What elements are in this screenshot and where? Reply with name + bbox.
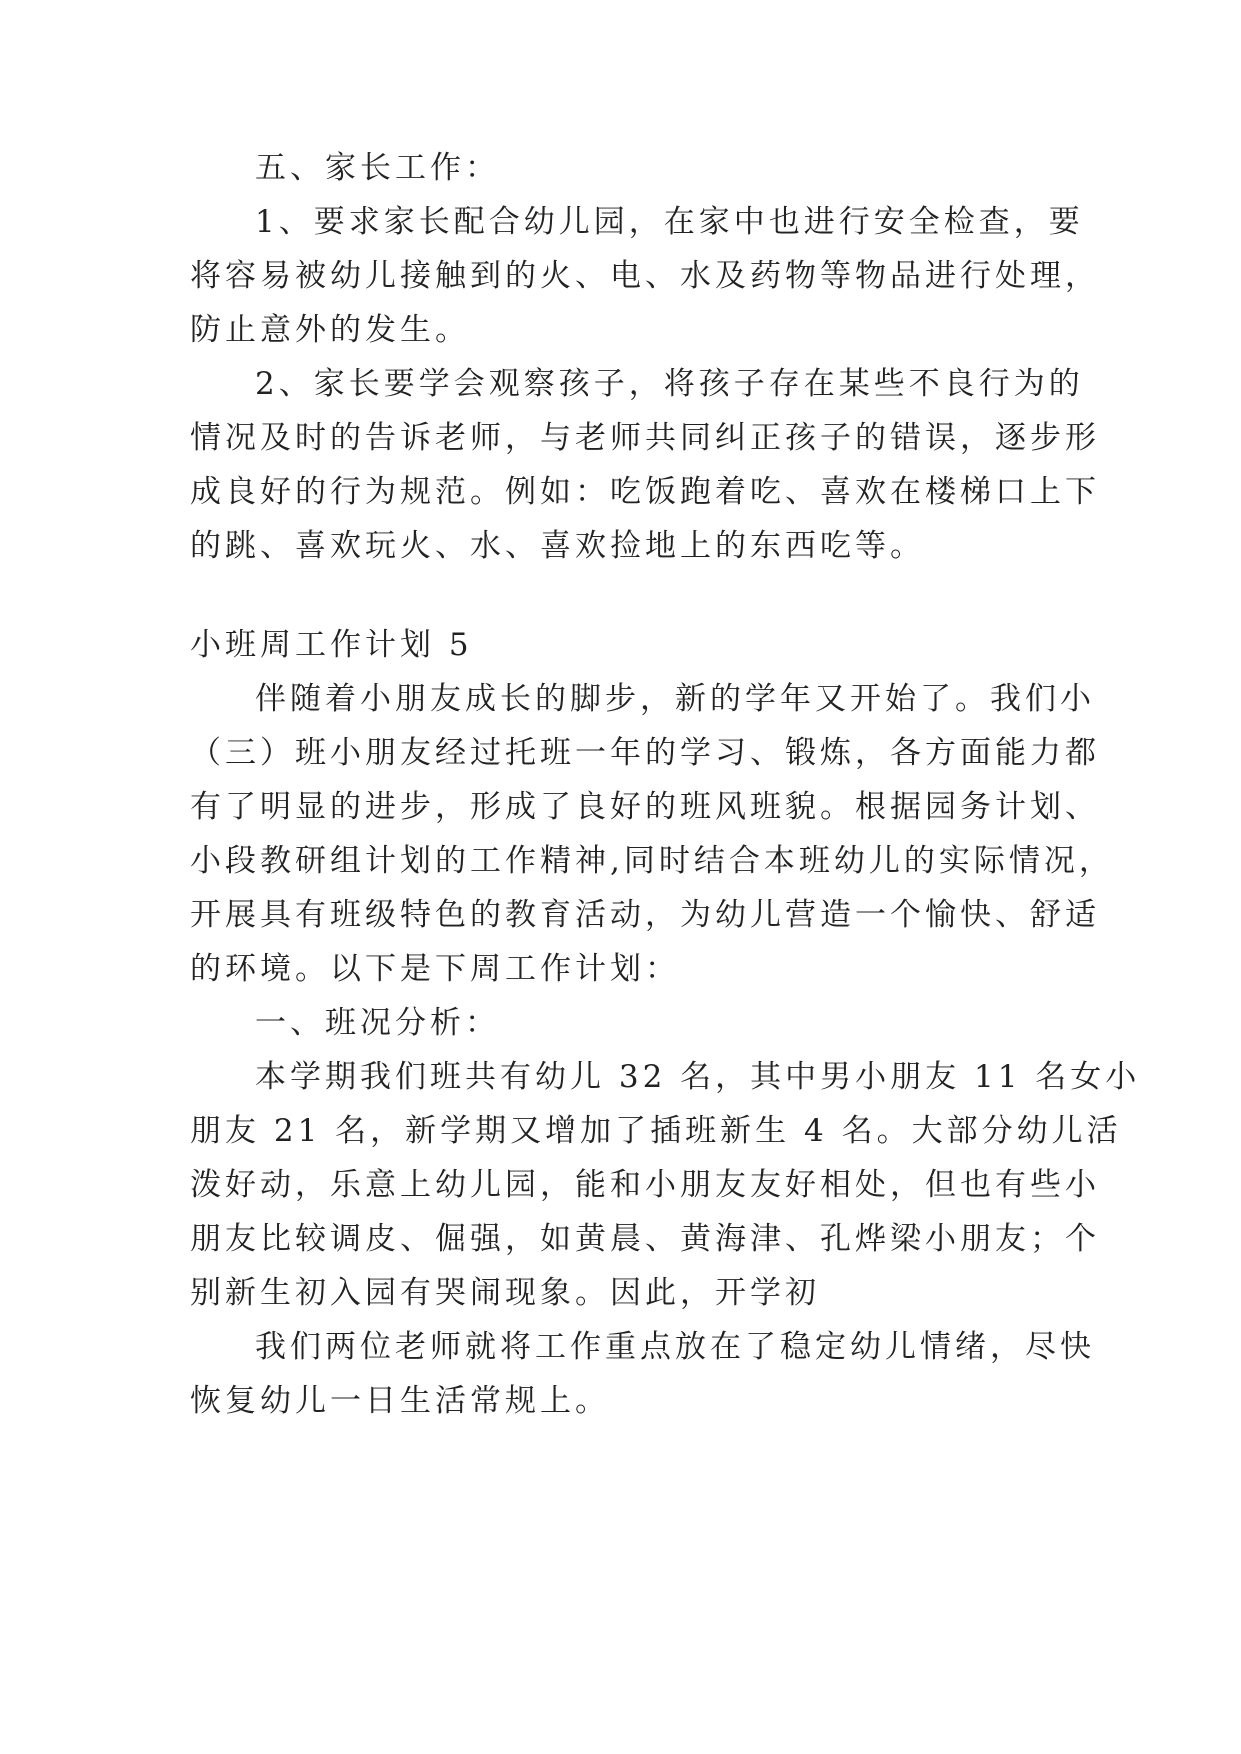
- paragraph-line: 别新生初入园有哭闹现象。因此，开学初: [190, 1275, 820, 1311]
- paragraph-line: 小段教研组计划的工作精神,同时结合本班幼儿的实际情况，: [190, 843, 1114, 879]
- paragraph-line: 情况及时的告诉老师，与老师共同纠正孩子的错误，逐步形: [190, 420, 1100, 456]
- paragraph-line: 有了明显的进步，形成了良好的班风班貌。根据园务计划、: [190, 789, 1100, 825]
- paragraph-line: （三）班小朋友经过托班一年的学习、锻炼，各方面能力都: [190, 735, 1100, 771]
- paragraph-line: 我们两位老师就将工作重点放在了稳定幼儿情绪，尽快: [255, 1329, 1095, 1365]
- paragraph-line: 开展具有班级特色的教育活动，为幼儿营造一个愉快、舒适: [190, 897, 1100, 933]
- paragraph-line: 泼好动，乐意上幼儿园，能和小朋友友好相处，但也有些小: [190, 1167, 1100, 1203]
- paragraph-line: 的跳、喜欢玩火、水、喜欢捡地上的东西吃等。: [190, 528, 925, 564]
- section-heading-class-analysis: 一、班况分析：: [255, 1005, 500, 1041]
- paragraph-line: 本学期我们班共有幼儿 32 名，其中男小朋友 11 名女小: [255, 1059, 1141, 1095]
- paragraph-line: 2、家长要学会观察孩子，将孩子存在某些不良行为的: [255, 366, 1084, 402]
- paragraph-line: 将容易被幼儿接触到的火、电、水及药物等物品进行处理，: [190, 258, 1100, 294]
- paragraph-line: 朋友 21 名，新学期又增加了插班新生 4 名。大部分幼儿活: [190, 1113, 1122, 1149]
- paragraph-line: 的环境。以下是下周工作计划：: [190, 951, 680, 987]
- paragraph-line: 伴随着小朋友成长的脚步，新的学年又开始了。我们小: [255, 681, 1095, 717]
- paragraph-line: 1、要求家长配合幼儿园，在家中也进行安全检查，要: [255, 204, 1084, 240]
- section-heading-parent-work: 五、家长工作：: [255, 150, 500, 186]
- paragraph-line: 恢复幼儿一日生活常规上。: [190, 1383, 610, 1419]
- plan-title: 小班周工作计划 5: [190, 627, 473, 663]
- paragraph-line: 朋友比较调皮、倔强，如黄晨、黄海津、孔烨梁小朋友；个: [190, 1221, 1100, 1257]
- paragraph-line: 成良好的行为规范。例如：吃饭跑着吃、喜欢在楼梯口上下: [190, 474, 1100, 510]
- paragraph-line: 防止意外的发生。: [190, 312, 470, 348]
